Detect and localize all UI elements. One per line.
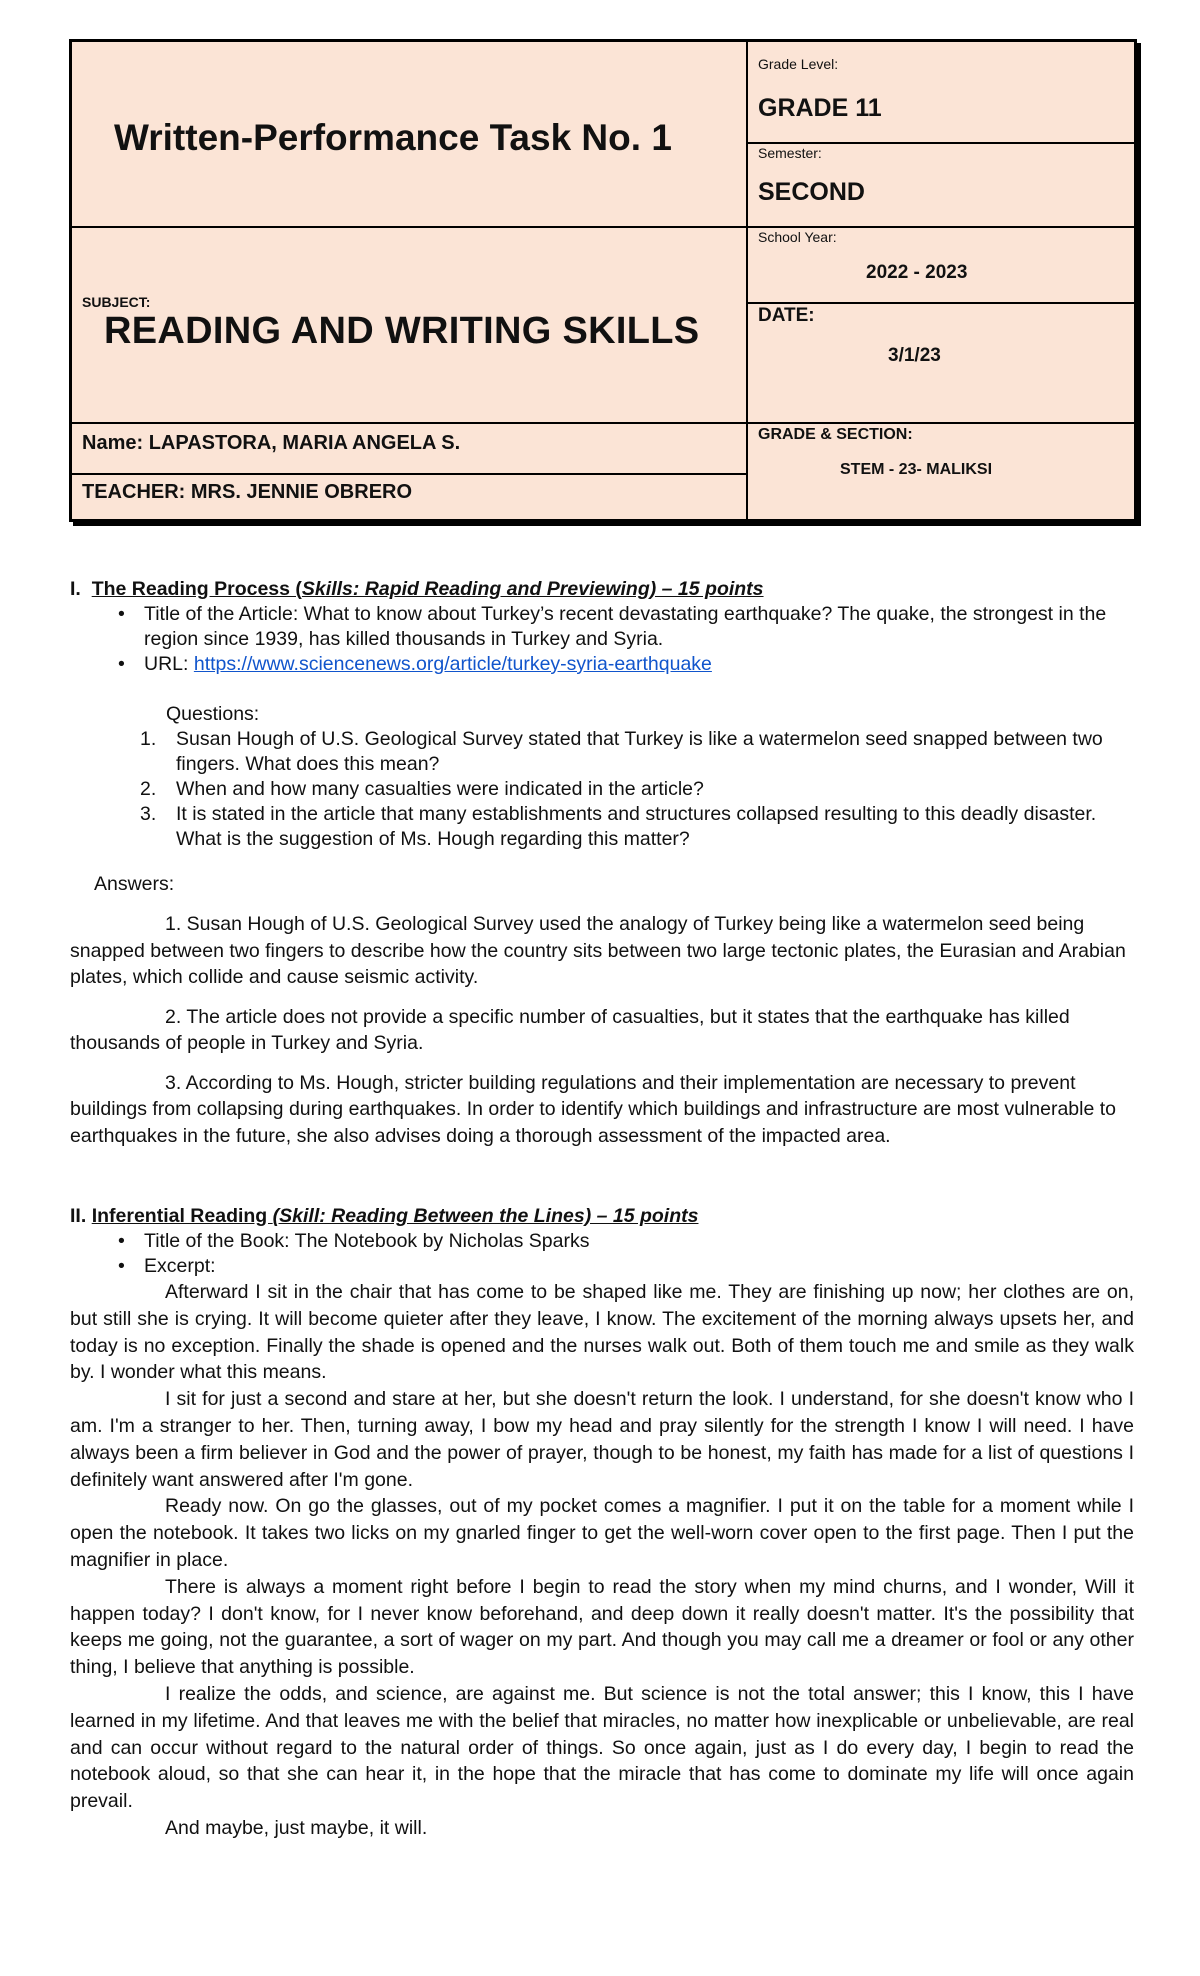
excerpt-paragraph: Afterward I sit in the chair that has come to be shaped like me. They are finishing up now; her clothes are on, but still she is crying. It will become quieter after they leave, I know. The excitement of the morning always upsets her, and today is no exception. Finally the shade is opened and the nurses walk out. Both of them touch me and smile as they walk by. I wonder what this means. (70, 1281, 1134, 1384)
subject-label: SUBJECT: (82, 294, 151, 310)
excerpt-paragraph: And maybe, just maybe, it will. (165, 1816, 428, 1839)
grade-section-label: GRADE & SECTION: (758, 426, 913, 443)
header-divider-vertical (746, 42, 748, 519)
grade-level-value: GRADE 11 (758, 94, 882, 122)
question-text: When and how many casualties were indicated in the article? (176, 778, 704, 800)
section-2 (70, 1204, 1134, 1842)
grade-level-label: Grade Level: (758, 56, 839, 72)
school-year-value: 2022 - 2023 (866, 262, 968, 283)
list-item: • Title of the Article: What to know about Turkey’s recent devastating earthquake? The quake, the strongest in the region since 1939, has killed thousands in Turkey and Syria. (118, 602, 1134, 652)
teacher-name: TEACHER: MRS. JENNIE OBRERO (82, 481, 413, 503)
student-name: Name: LAPASTORA, MARIA ANGELA S. (82, 432, 461, 454)
section-2-heading (70, 1204, 1134, 1229)
answer-paragraph: 1. Susan Hough of U.S. Geological Survey used the analogy of Turkey being like a watermelon seed being snapped between two fingers to describe how the country sits between two large tectonic plates, the Eurasian and Arabian plates, which collide and cause seismic activity. (70, 913, 1126, 988)
url-label: URL: (144, 653, 194, 675)
question-item (70, 727, 1134, 777)
question-number: 2. (140, 778, 157, 800)
section-1 (70, 577, 1134, 1149)
questions-list (70, 727, 1134, 852)
section-1-title-main: The Reading Process ( (91, 578, 302, 600)
section-2-title (92, 1205, 699, 1227)
section-1-title-skills: Skills: Rapid Reading and Previewing) – 15 points (301, 578, 764, 600)
date-label: DATE: (758, 305, 815, 326)
questions-label: Questions: (166, 703, 260, 725)
semester-value: SECOND (758, 178, 865, 206)
section-1-title (92, 578, 764, 600)
answer-paragraph: 2. The article does not provide a specific number of casualties, but it states that the earthquake has killed thousands of people in Turkey and Syria. (70, 1005, 1070, 1054)
header-divider (72, 473, 746, 475)
excerpt-paragraph: There is always a moment right before I begin to read the story when my mind churns, and I wonder, Will it happen today? I don't know, for I never know beforehand, and deep down it really doesn't matter. It's the possibility that keeps me going, not the guarantee, a sort of wager on my part. And though you may call me a dreamer or fool or any other thing, I believe that anything is possible. (70, 1575, 1134, 1679)
page-title: Written-Performance Task No. 1 (114, 117, 672, 158)
section-1-heading (70, 577, 1134, 602)
question-item (70, 777, 1134, 802)
subject-value: READING AND WRITING SKILLS (104, 310, 700, 352)
question-text: It is stated in the article that many establishments and structures collapsed resulting to this deadly disaster. What is the suggestion of Ms. Hough regarding this matter? (176, 803, 1097, 850)
section-2-bullets (70, 1229, 1134, 1279)
header-table (69, 39, 1137, 522)
question-text: Susan Hough of U.S. Geological Survey stated that Turkey is like a watermelon seed snapped between two fingers. What does this mean? (176, 728, 1103, 775)
header-divider (746, 422, 1134, 424)
answers-label: Answers: (94, 873, 175, 895)
header-divider (746, 142, 1134, 144)
question-item (70, 802, 1134, 852)
semester-label: Semester: (758, 145, 822, 161)
section-2-title-skills: (Skill: Reading Between the Lines) – 15 points (272, 1205, 699, 1227)
header-divider (72, 226, 746, 228)
section-1-numeral: I. (70, 578, 81, 600)
list-item: • Excerpt: (118, 1254, 1134, 1279)
question-number: 1. (140, 728, 157, 750)
excerpt-paragraph: I realize the odds, and science, are against me. But science is not the total answer; this I know, this I have learned in my lifetime. And that leaves me with the belief that miracles, no matter how inexplicable or unbelievable, are real and can occur without regard to the natural order of things. So once again, just as I do every day, I begin to read the notebook aloud, so that she can hear it, in the hope that the miracle that has come to dominate my life will once again prevail. (70, 1682, 1134, 1813)
school-year-label: School Year: (758, 229, 837, 245)
excerpt-paragraph: Ready now. On go the glasses, out of my pocket comes a magnifier. I put it on the table for a moment while I open the notebook. It takes two licks on my gnarled finger to get the well-worn cover open to the first page. Then I put the magnifier in place. (70, 1495, 1134, 1571)
date-value: 3/1/23 (888, 345, 941, 366)
grade-section-value: STEM - 23- MALIKSI (840, 461, 993, 478)
excerpt-paragraph: I sit for just a second and stare at her, but she doesn't return the look. I understand, for she doesn't know who I am. I'm a stranger to her. Then, turning away, I bow my head and pray silently for the strength I know I will need. I have always been a firm believer in God and the power of prayer, though to be honest, my faith has made for a list of questions I definitely want answered after I'm gone. (70, 1388, 1134, 1491)
section-1-bullets (70, 602, 1134, 677)
excerpt (70, 1279, 1134, 1842)
question-number: 3. (140, 803, 157, 825)
article-url-link[interactable]: https://www.sciencenews.org/article/turkey-syria-earthquake (193, 653, 712, 675)
header-divider (746, 226, 1134, 228)
list-item: • Title of the Book: The Notebook by Nicholas Sparks (118, 1229, 1134, 1254)
header-divider (72, 422, 746, 424)
answer-paragraph: 3. According to Ms. Hough, stricter building regulations and their implementation are necessary to prevent buildings from collapsing during earthquakes. In order to identify which buildings and infrastructure are most vulnerable to earthquakes in the future, she also advises doing a thorough assessment of the impacted area. (70, 1071, 1116, 1147)
header-divider (746, 302, 1134, 304)
section-2-numeral: II. (70, 1205, 87, 1227)
section-2-title-main: Inferential Reading (91, 1205, 273, 1227)
list-item (118, 652, 1134, 677)
